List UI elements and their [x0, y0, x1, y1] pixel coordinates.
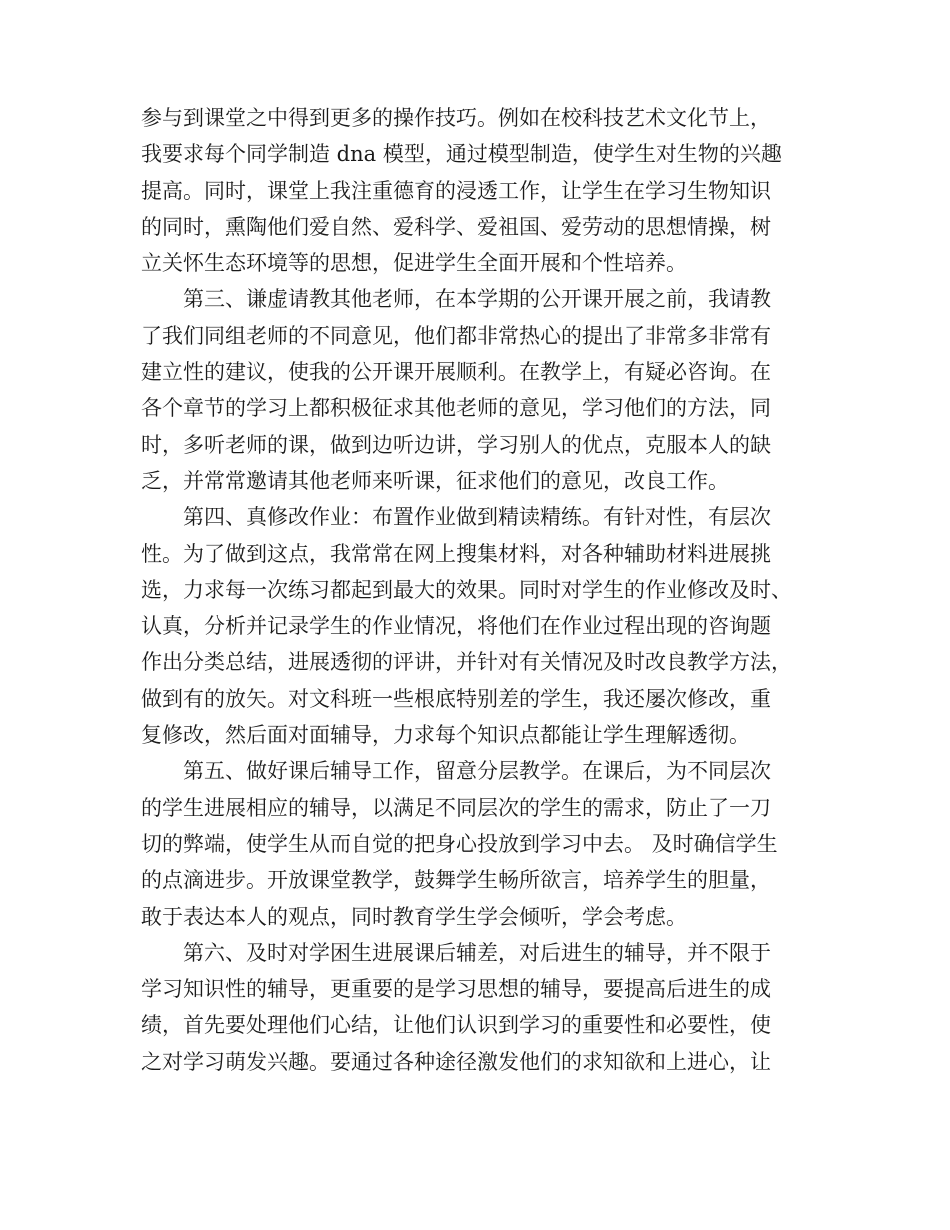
text-line: 做到有的放矢。对文科班一些根底特别差的学生，我还屡次修改，重 [141, 686, 771, 711]
text-line: 敢于表达本人的观点，同时教育学生学会倾听，学会考虑。 [141, 904, 687, 929]
text-line: 第四、真修改作业：布置作业做到精读精练。有针对性，有层次 [183, 505, 771, 530]
document-body [141, 100, 813, 1080]
text-line: 复修改，然后面对面辅导，力求每个知识点都能让学生理解透彻。 [141, 723, 750, 748]
text-line: 切的弊端，使学生从而自觉的把身心投放到学习中去。 及时确信学生 [141, 831, 778, 856]
text-line: 的学生进展相应的辅导，以满足不同层次的学生的需求，防止了一刀 [141, 795, 771, 820]
text-line: 之对学习萌发兴趣。要通过各种途径激发他们的求知欲和上进心，让 [141, 1049, 771, 1074]
text-line: 学习知识性的辅导，更重要的是学习思想的辅导，要提高后进生的成 [141, 977, 771, 1002]
text-line: 的同时，熏陶他们爱自然、爱科学、爱祖国、爱劳动的思想情操，树 [141, 214, 771, 239]
text-line: 乏，并常常邀请其他老师来听课，征求他们的意见，改良工作。 [141, 468, 729, 493]
text-line: 立关怀生态环境等的思想，促进学生全面开展和个性培养。 [141, 251, 687, 276]
text-line: 认真，分析并记录学生的作业情况，将他们在作业过程出现的咨询题 [141, 614, 771, 639]
text-line: 提高。同时，课堂上我注重德育的浸透工作，让学生在学习生物知识 [141, 178, 771, 203]
text-line: 建立性的建议，使我的公开课开展顺利。在教学上，有疑必咨询。在 [141, 360, 771, 385]
text-line: 第六、及时对学困生进展课后辅差，对后进生的辅导，并不限于 [183, 940, 771, 965]
text-line: 性。为了做到这点，我常常在网上搜集材料，对各种辅助材料进展挑 [141, 541, 771, 566]
text-line: 参与到课堂之中得到更多的操作技巧。例如在校科技艺术文化节上， [141, 106, 771, 130]
text-line: 作出分类总结，进展透彻的评讲，并针对有关情况及时改良教学方法， [141, 650, 792, 675]
text-line: 选，力求每一次练习都起到最大的效果。同时对学生的作业修改及时、 [141, 577, 792, 602]
text-line: 时，多听老师的课，做到边听边讲，学习别人的优点，克服本人的缺 [141, 432, 771, 457]
text-line: 第五、做好课后辅导工作，留意分层教学。在课后，为不同层次 [183, 759, 771, 784]
text-line: 绩，首先要处理他们心结，让他们认识到学习的重要性和必要性，使 [141, 1013, 771, 1038]
text-line: 了我们同组老师的不同意见，他们都非常热心的提出了非常多非常有 [141, 323, 771, 348]
text-line: 我要求每个同学制造 dna 模型，通过模型制造，使学生对生物的兴趣 [141, 142, 782, 167]
text-line: 的点滴进步。开放课堂教学，鼓舞学生畅所欲言，培养学生的胆量， [141, 868, 771, 893]
text-line: 第三、谦虚请教其他老师，在本学期的公开课开展之前，我请教 [183, 287, 771, 312]
text-line: 各个章节的学习上都积极征求其他老师的意见，学习他们的方法，同 [141, 396, 771, 421]
